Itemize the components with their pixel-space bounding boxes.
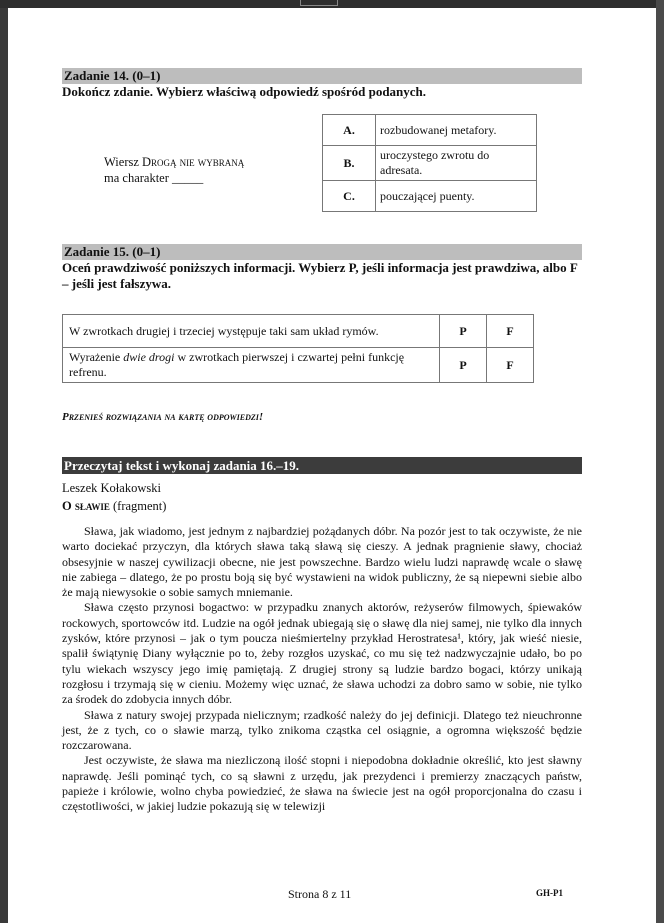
task15-table — [62, 314, 534, 383]
text-title: O sławie — [62, 499, 110, 513]
option-letter: B. — [323, 146, 376, 181]
option-row-c[interactable] — [323, 181, 537, 212]
viewer-page-box — [300, 0, 338, 6]
paragraph: Sława, jak wiadomo, jest jednym z najbardziej pożądanych dóbr. Na pozór jest to tak oczywiste, że nie warto dociekać przyczyn, dla których sława taką sławą się cieszy. A jednak pragnienie sławy, chociaż obsesyjnie w naszej cywilizacji obecne, nie jest powszechne. Bardzo wielu ludzi naprawdę wcale o sławę nie zabiega – dlatego, że po prostu boją się być wystawieni na widok publiczny, że są niepewni siebie albo że mają niewysokie o sobie samych mniemanie. — [62, 524, 582, 600]
viewer-top-bar — [0, 0, 664, 8]
paragraph: Sława często przynosi bogactwo: w przypadku znanych aktorów, reżyserów filmowych, śpiewaków rockowych, sportowców itd. Ludzie na ogół jednak ubiegają się o sławę dla niej samej, nie tylko dla innych zysków, które przynosi – jak o tym poucza nieśmiertelny przykład Herostratesa¹, który, jak wieść niesie, spalił świątynię Diany wyłącznie po to, żeby rozgłos uzyskać, co mu się też nadzwyczajnie udało, bo po tylu wiekach wszyscy jego imię pamiętają. Z drugiej strony są ludzie bardzo bogaci, którzy unikają rozgłosu i trzymają się w cieniu. Możemy więc uznać, że sława uchodzi za dobro samo w sobie, nie tylko za środek do zdobycia innych dóbr. — [62, 600, 582, 707]
task14-options-table — [322, 114, 537, 212]
option-letter: A. — [323, 115, 376, 146]
reading-body — [62, 524, 582, 815]
page-number: Strona 8 z 11 — [288, 887, 352, 901]
statement-row — [63, 315, 534, 348]
true-option[interactable]: P — [440, 348, 487, 383]
statement-text-part: w zwrotkach pierwszej i czwartej pełni funkcję refrenu. — [69, 350, 405, 379]
statement-row — [63, 348, 534, 383]
task15-header: Zadanie 15. (0–1) — [62, 244, 582, 260]
false-option[interactable]: F — [487, 348, 534, 383]
task14-stem — [104, 154, 244, 186]
stem-prefix: Wiersz — [104, 155, 143, 169]
task14-instruction: Dokończ zdanie. Wybierz właściwą odpowiedź spośród podanych. — [62, 84, 427, 99]
option-text: pouczającej puenty. — [376, 181, 537, 212]
stem-suffix: ma charakter _____ — [104, 171, 204, 185]
task14-header: Zadanie 14. (0–1) — [62, 68, 582, 84]
document-page — [8, 8, 656, 923]
reading-header: Przeczytaj tekst i wykonaj zadania 16.–19. — [62, 457, 582, 474]
option-text: rozbudowanej metafory. — [376, 115, 537, 146]
transfer-answers-note: Przenieś rozwiązania na kartę odpowiedzi! — [62, 411, 264, 423]
paragraph: Sława z natury swojej przypada nielicznym; rzadkość należy do jej definicji. Dlatego też nieuchronne jest, że z tych, co o sławie marzą, tylko znikoma cząstka cel osiągnie, a ogromna większość będzie rozczarowana. — [62, 707, 582, 753]
option-letter: C. — [323, 181, 376, 212]
option-text: uroczystego zwrotu do adresata. — [376, 146, 537, 181]
statement-text-part: Wyrażenie — [69, 350, 124, 364]
task15-instruction: Oceń prawdziwość poniższych informacji. Wybierz P, jeśli informacja jest prawdziwa, albo F – jeśli jest fałszywa. — [62, 260, 578, 291]
statement-text — [63, 315, 440, 348]
poem-title: Drogą nie wybraną — [142, 155, 245, 169]
text-author: Leszek Kołakowski — [62, 481, 161, 495]
false-option[interactable]: F — [487, 315, 534, 348]
viewer-right-edge — [656, 0, 664, 923]
option-row-b[interactable] — [323, 146, 537, 181]
paragraph: Jest oczywiste, że sława ma niezliczoną ilość stopni i niepodobna dokładnie określić, kto jest sławny naprawdę. Jeśli pominąć tych, co są sławni z urzędu, jak prezydenci i premierzy znaczących państw, papieże i królowie, wolno chyba powiedzieć, że sława na świecie jest na ogół proporcjonalna do czasu i częstotliwości, w jakiej ludzie pokazują się w telewizji — [62, 753, 582, 814]
text-title-line — [62, 499, 166, 514]
option-row-a[interactable] — [323, 115, 537, 146]
statement-text-part: W zwrotkach drugiej i trzeciej występuje taki sam układ rymów. — [69, 323, 379, 338]
statement-emphasis: dwie drogi — [123, 350, 175, 364]
text-subtitle: (fragment) — [109, 499, 167, 513]
exam-code: GH-P1 — [536, 888, 563, 898]
statement-text — [63, 348, 440, 383]
true-option[interactable]: P — [440, 315, 487, 348]
